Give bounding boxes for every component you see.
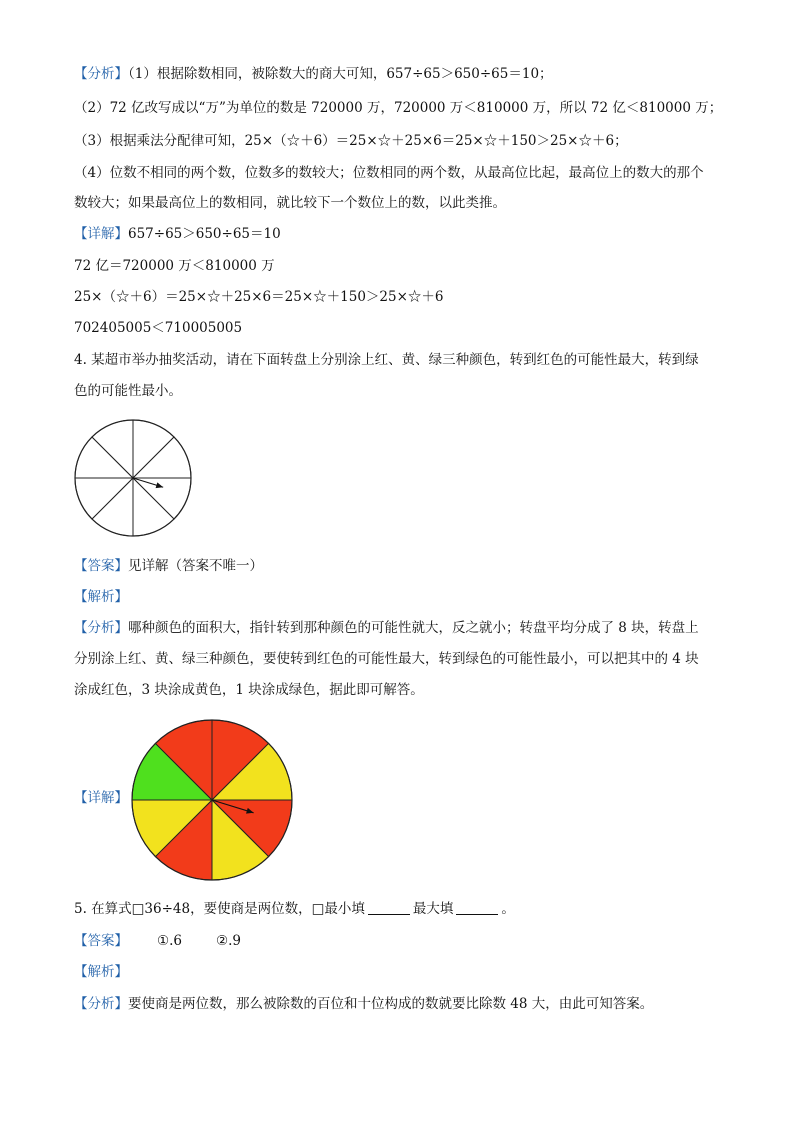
circled-one-icon: ① (157, 933, 170, 949)
answer-tag: 【答案】 (74, 558, 128, 574)
q5-analysis-line: 【分析】要使商是两位数，那么被除数的百位和十位构成的数就要比除数 48 大，由此可知答案。 (74, 996, 654, 1012)
detail-tag: 【详解】 (74, 790, 128, 806)
detail-line-3: 25×（☆＋6）＝25×☆＋25×6＝25×☆＋150＞25×☆＋6 (74, 289, 444, 305)
q4-analysis-line-1: 【分析】哪种颜色的面积大，指针转到那种颜色的可能性就大，反之就小；转盘平均分成了 8 块，转盘上 (74, 620, 699, 636)
detail-line-2: 72 亿＝720000 万＜810000 万 (74, 258, 275, 274)
jiexi-line (74, 587, 128, 607)
analysis-line-1: 【分析】（1）根据除数相同，被除数大的商大可知，657÷65＞650÷65＝10； (74, 66, 553, 82)
detail-tag: 【详解】 (74, 226, 128, 242)
circled-two-icon: ② (216, 933, 229, 949)
blank-max[interactable] (456, 900, 498, 915)
blank-spinner (74, 419, 192, 537)
question-4-line-1: 4. 某超市举办抽奖活动，请在下面转盘上分别涂上红、黄、绿三种颜色，转到红色的可能性最大，转到绿 (74, 352, 699, 368)
question-4-line-2: 色的可能性最小。 (74, 383, 182, 399)
analysis-line-3: （3）根据乘法分配律可知，25×（☆＋6）＝25×☆＋25×6＝25×☆＋150＞25×☆＋6； (74, 133, 628, 149)
answer-2: ②.9 (216, 933, 241, 949)
colored-spinner (131, 719, 293, 881)
detail-line-4: 702405005＜710005005 (74, 320, 243, 336)
jiexi-tag: 【解析】 (74, 589, 128, 605)
analysis-line-4: （4）位数不相同的两个数，位数多的数较大；位数相同的两个数，从最高位比起，最高位上的数大的那个 (74, 165, 704, 181)
answer-tag: 【答案】 (74, 933, 128, 949)
jiexi-tag: 【解析】 (74, 964, 128, 980)
analysis-line-2: （2）72 亿改写成以“万”为单位的数是 720000 万，720000 万＜810000 万，所以 72 亿＜810000 万； (74, 100, 723, 116)
q4-detail-line (74, 788, 128, 808)
answer-1: ①.6 (157, 933, 182, 949)
q5-answer-line (74, 931, 128, 951)
answer-line: 【答案】见详解（答案不唯一） (74, 558, 263, 574)
q4-analysis-line-2: 分别涂上红、黄、绿三种颜色，要使转到红色的可能性最大，转到绿色的可能性最小，可以把其中的 4 块 (74, 651, 699, 667)
analysis-tag: 【分析】 (74, 620, 128, 636)
q4-analysis-line-3: 涂成红色，3 块涂成黄色，1 块涂成绿色，据此即可解答。 (74, 682, 424, 698)
analysis-tag: 【分析】 (74, 996, 128, 1012)
detail-line-1: 【详解】657÷65＞650÷65＝10 (74, 226, 281, 242)
q5-jiexi-line (74, 962, 128, 982)
blank-min[interactable] (368, 900, 410, 915)
analysis-line-5: 数较大；如果最高位上的数相同，就比较下一个数位上的数，以此类推。 (74, 195, 506, 211)
analysis-tag: 【分析】 (74, 66, 128, 82)
question-5-line: 5. 在算式□36÷48，要使商是两位数，□最小填 最大填 。 (74, 901, 515, 917)
